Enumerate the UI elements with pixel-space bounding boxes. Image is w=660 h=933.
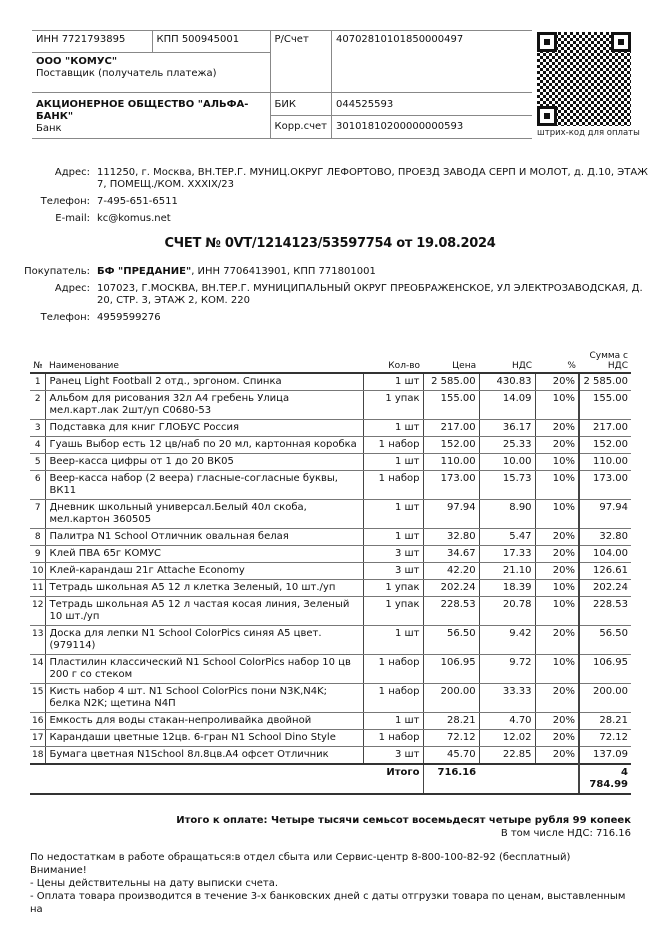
item-name: Тетрадь школьная А5 12 л клетка Зеленый, 10 шт./уп (46, 580, 363, 597)
vat-included: В том числе НДС: 716.16 (500, 828, 631, 839)
table-row (30, 420, 631, 437)
bik-label: БИК (270, 93, 331, 116)
supplier-name: ООО "КОМУС" (36, 56, 118, 67)
supplier-inn: ИНН 7721793895 (32, 31, 152, 53)
item-vat: 9.72 (479, 655, 535, 684)
row-number: 8 (30, 529, 46, 546)
item-name: Гуашь Выбор есть 12 цв/наб по 20 мл, картонная коробка (46, 437, 363, 454)
item-sum: 137.09 (579, 747, 631, 765)
item-price: 155.00 (423, 391, 479, 420)
total-vat: 716.16 (423, 764, 479, 794)
supplier-caption: Поставщик (получатель платежа) (36, 68, 217, 79)
table-row (30, 373, 631, 391)
item-qty: 1 шт (363, 500, 423, 529)
item-sum: 72.12 (579, 730, 631, 747)
item-vat: 430.83 (479, 373, 535, 391)
table-row (30, 546, 631, 563)
item-price: 72.12 (423, 730, 479, 747)
item-name: Пластилин классический N1 School ColorPics набор 10 цв 200 г со стеком (46, 655, 363, 684)
item-vat-rate: 10% (535, 471, 579, 500)
item-vat-rate: 20% (535, 684, 579, 713)
item-vat-rate: 20% (535, 373, 579, 391)
item-name: Кисть набор 4 шт. N1 School ColorPics пони N3K,N4K; белка N2K; щетина N4П (46, 684, 363, 713)
item-price: 32.80 (423, 529, 479, 546)
item-vat: 20.78 (479, 597, 535, 626)
bank-name: АКЦИОНЕРНОЕ ОБЩЕСТВО "АЛЬФА-БАНК" (36, 99, 249, 122)
corr-label: Корр.счет (270, 116, 331, 139)
buyer-address-line2: 20, СТР. 3, ЭТАЖ 2, КОМ. 220 (97, 295, 250, 306)
bank-details-table (32, 30, 532, 139)
item-price: 202.24 (423, 580, 479, 597)
item-name: Ранец Light Football 2 отд., эргоном. Спинка (46, 373, 363, 391)
col-sum (579, 350, 631, 373)
buyer-name: БФ "ПРЕДАНИЕ" (97, 266, 192, 277)
item-name: Дневник школьный универсал.Белый 40л скоба, мел.картон 360505 (46, 500, 363, 529)
row-number: 7 (30, 500, 46, 529)
table-row (30, 747, 631, 765)
row-number: 6 (30, 471, 46, 500)
item-vat: 5.47 (479, 529, 535, 546)
buyer-phone: 4959599276 (97, 312, 161, 323)
row-number: 15 (30, 684, 46, 713)
item-sum: 28.21 (579, 713, 631, 730)
amount-in-words: Итого к оплате: Четыре тысячи семьсот восемьдесят четыре рубля 99 копеек (176, 815, 631, 826)
table-row (30, 730, 631, 747)
col-price: Цена (423, 350, 479, 373)
item-vat-rate: 10% (535, 655, 579, 684)
row-number: 13 (30, 626, 46, 655)
table-row (30, 655, 631, 684)
item-sum: 202.24 (579, 580, 631, 597)
table-row (30, 563, 631, 580)
item-vat: 36.17 (479, 420, 535, 437)
item-price: 45.70 (423, 747, 479, 765)
col-vat: НДС (479, 350, 535, 373)
note-line: Внимание! (30, 865, 87, 876)
item-vat-rate: 20% (535, 563, 579, 580)
item-vat: 25.33 (479, 437, 535, 454)
item-sum: 56.50 (579, 626, 631, 655)
row-number: 9 (30, 546, 46, 563)
supplier-address-line2: 7, ПОМЕЩ./КОМ. XXXIX/23 (97, 179, 234, 190)
item-sum: 2 585.00 (579, 373, 631, 391)
supplier-email-label: E-mail: (55, 213, 90, 224)
item-qty: 3 шт (363, 747, 423, 765)
item-vat: 4.70 (479, 713, 535, 730)
item-vat: 8.90 (479, 500, 535, 529)
item-sum: 173.00 (579, 471, 631, 500)
table-row (30, 580, 631, 597)
item-vat-rate: 20% (535, 747, 579, 765)
bank-cell (32, 93, 270, 139)
item-price: 97.94 (423, 500, 479, 529)
item-name: Емкость для воды стакан-непроливайка двойной (46, 713, 363, 730)
item-name: Веер-касса набор (2 веера) гласные-согласные буквы, ВК11 (46, 471, 363, 500)
item-price: 28.21 (423, 713, 479, 730)
row-number: 2 (30, 391, 46, 420)
supplier-address-line1: 111250, г. Москва, ВН.ТЕР.Г. МУНИЦ.ОКРУГ ЛЕФОРТОВО, ПРОЕЗД ЗАВОДА СЕРП И МОЛОТ, д. Д.10, ЭТАЖ (97, 167, 648, 178)
qr-caption: штрих-код для оплаты (537, 128, 640, 138)
row-number: 11 (30, 580, 46, 597)
buyer-label: Покупатель: (24, 266, 90, 277)
item-sum: 32.80 (579, 529, 631, 546)
item-qty: 1 шт (363, 420, 423, 437)
item-sum: 217.00 (579, 420, 631, 437)
invoice-title: СЧЕТ № 0VT/1214123/53597754 от 19.08.2024 (164, 236, 496, 251)
supplier-phone-label: Телефон: (40, 196, 90, 207)
item-vat-rate: 20% (535, 529, 579, 546)
row-number: 3 (30, 420, 46, 437)
item-sum: 126.61 (579, 563, 631, 580)
item-price: 42.20 (423, 563, 479, 580)
item-vat-rate: 20% (535, 437, 579, 454)
item-qty: 3 шт (363, 563, 423, 580)
item-qty: 1 шт (363, 529, 423, 546)
item-qty: 1 набор (363, 655, 423, 684)
item-sum: 155.00 (579, 391, 631, 420)
row-number: 17 (30, 730, 46, 747)
item-qty: 1 набор (363, 471, 423, 500)
item-price: 110.00 (423, 454, 479, 471)
item-qty: 1 шт (363, 373, 423, 391)
item-name: Веер-касса цифры от 1 до 20 ВК05 (46, 454, 363, 471)
item-vat-rate: 10% (535, 391, 579, 420)
item-name: Тетрадь школьная А5 12 л частая косая линия, Зеленый 10 шт./уп (46, 597, 363, 626)
row-number: 10 (30, 563, 46, 580)
note-line: По недостаткам в работе обращаться:в отдел сбыта или Сервис-центр 8-800-100-82-92 (бесплатный) (30, 852, 571, 863)
item-price: 200.00 (423, 684, 479, 713)
account-label: Р/Счет (270, 31, 331, 93)
table-row (30, 684, 631, 713)
item-sum: 110.00 (579, 454, 631, 471)
item-name: Карандаши цветные 12цв. 6-гран N1 School Dino Style (46, 730, 363, 747)
item-vat-rate: 10% (535, 597, 579, 626)
col-num: № (30, 350, 46, 373)
item-price: 217.00 (423, 420, 479, 437)
item-vat: 33.33 (479, 684, 535, 713)
col-sum-line1: Сумма с (589, 351, 628, 361)
table-row (30, 471, 631, 500)
row-number: 1 (30, 373, 46, 391)
item-vat-rate: 20% (535, 713, 579, 730)
item-price: 152.00 (423, 437, 479, 454)
buyer-details: , ИНН 7706413901, КПП 771801001 (191, 266, 376, 277)
item-price: 106.95 (423, 655, 479, 684)
item-name: Клей-карандаш 21г Attache Economy (46, 563, 363, 580)
item-qty: 1 упак (363, 597, 423, 626)
supplier-cell (32, 53, 270, 93)
note-line: - Цены действительны на дату выписки счета. (30, 878, 279, 889)
item-vat-rate: 10% (535, 500, 579, 529)
item-name: Клей ПВА 65г КОМУС (46, 546, 363, 563)
item-vat: 21.10 (479, 563, 535, 580)
item-vat: 18.39 (479, 580, 535, 597)
note-line: - Оплата товара производится в течение 3-х банковских дней с даты отгрузки товара по ценам, выставленным на (30, 891, 626, 915)
item-name: Альбом для рисования 32л А4 гребень Улица мел.карт.лак 2шт/уп С0680-53 (46, 391, 363, 420)
qr-code-icon (537, 32, 631, 126)
bik-value: 044525593 (331, 93, 532, 116)
item-vat: 17.33 (479, 546, 535, 563)
total-row (30, 764, 631, 794)
item-qty: 1 набор (363, 730, 423, 747)
item-qty: 1 шт (363, 626, 423, 655)
total-label: Итого (363, 764, 423, 794)
col-pct: % (535, 350, 579, 373)
table-row (30, 454, 631, 471)
table-row (30, 626, 631, 655)
col-qty: Кол-во (363, 350, 423, 373)
item-vat-rate: 20% (535, 546, 579, 563)
item-qty: 1 упак (363, 391, 423, 420)
item-name: Подставка для книг ГЛОБУС Россия (46, 420, 363, 437)
item-sum: 97.94 (579, 500, 631, 529)
item-name: Палитра N1 School Отличник овальная белая (46, 529, 363, 546)
item-sum: 200.00 (579, 684, 631, 713)
item-price: 2 585.00 (423, 373, 479, 391)
supplier-kpp: КПП 500945001 (152, 31, 270, 53)
item-price: 34.67 (423, 546, 479, 563)
account-value: 40702810101850000497 (331, 31, 532, 93)
buyer-address-line1: 107023, Г.МОСКВА, ВН.ТЕР.Г. МУНИЦИПАЛЬНЫЙ ОКРУГ ПРЕОБРАЖЕНСКОЕ, УЛ ЭЛЕКТРОЗАВОДСКАЯ, Д. (97, 283, 643, 294)
item-price: 173.00 (423, 471, 479, 500)
item-vat: 9.42 (479, 626, 535, 655)
item-sum: 106.95 (579, 655, 631, 684)
item-vat-rate: 10% (535, 454, 579, 471)
item-sum: 104.00 (579, 546, 631, 563)
item-sum: 152.00 (579, 437, 631, 454)
item-qty: 1 набор (363, 437, 423, 454)
buyer-line (97, 265, 376, 278)
total-sum: 4 784.99 (579, 764, 631, 794)
row-number: 4 (30, 437, 46, 454)
item-price: 228.53 (423, 597, 479, 626)
item-vat-rate: 20% (535, 420, 579, 437)
item-qty: 1 упак (363, 580, 423, 597)
item-name: Доска для лепки N1 School ColorPics синяя А5 цвет. (979114) (46, 626, 363, 655)
row-number: 12 (30, 597, 46, 626)
item-qty: 1 шт (363, 713, 423, 730)
item-qty: 3 шт (363, 546, 423, 563)
supplier-phone: 7-495-651-6511 (97, 196, 178, 207)
row-number: 14 (30, 655, 46, 684)
buyer-phone-label: Телефон: (40, 312, 90, 323)
item-vat: 15.73 (479, 471, 535, 500)
item-vat-rate: 20% (535, 730, 579, 747)
row-number: 16 (30, 713, 46, 730)
table-row (30, 391, 631, 420)
buyer-address-label: Адрес: (54, 283, 90, 294)
row-number: 18 (30, 747, 46, 765)
table-row (30, 437, 631, 454)
item-vat-rate: 20% (535, 626, 579, 655)
supplier-address-label: Адрес: (54, 167, 90, 178)
item-qty: 1 шт (363, 454, 423, 471)
table-row (30, 713, 631, 730)
col-name: Наименование (46, 350, 363, 373)
table-row (30, 529, 631, 546)
bank-caption: Банк (36, 123, 62, 134)
item-vat: 14.09 (479, 391, 535, 420)
items-table (30, 350, 631, 795)
item-vat: 12.02 (479, 730, 535, 747)
supplier-email: kc@komus.net (97, 213, 171, 224)
col-sum-line2: НДС (607, 361, 628, 371)
corr-value: 30101810200000000593 (331, 116, 532, 139)
item-sum: 228.53 (579, 597, 631, 626)
notes (30, 851, 640, 916)
item-vat: 22.85 (479, 747, 535, 765)
item-vat-rate: 10% (535, 580, 579, 597)
item-name: Бумага цветная N1School 8л.8цв.А4 офсет Отличник (46, 747, 363, 765)
row-number: 5 (30, 454, 46, 471)
item-price: 56.50 (423, 626, 479, 655)
table-row (30, 597, 631, 626)
table-row (30, 500, 631, 529)
item-vat: 10.00 (479, 454, 535, 471)
item-qty: 1 набор (363, 684, 423, 713)
